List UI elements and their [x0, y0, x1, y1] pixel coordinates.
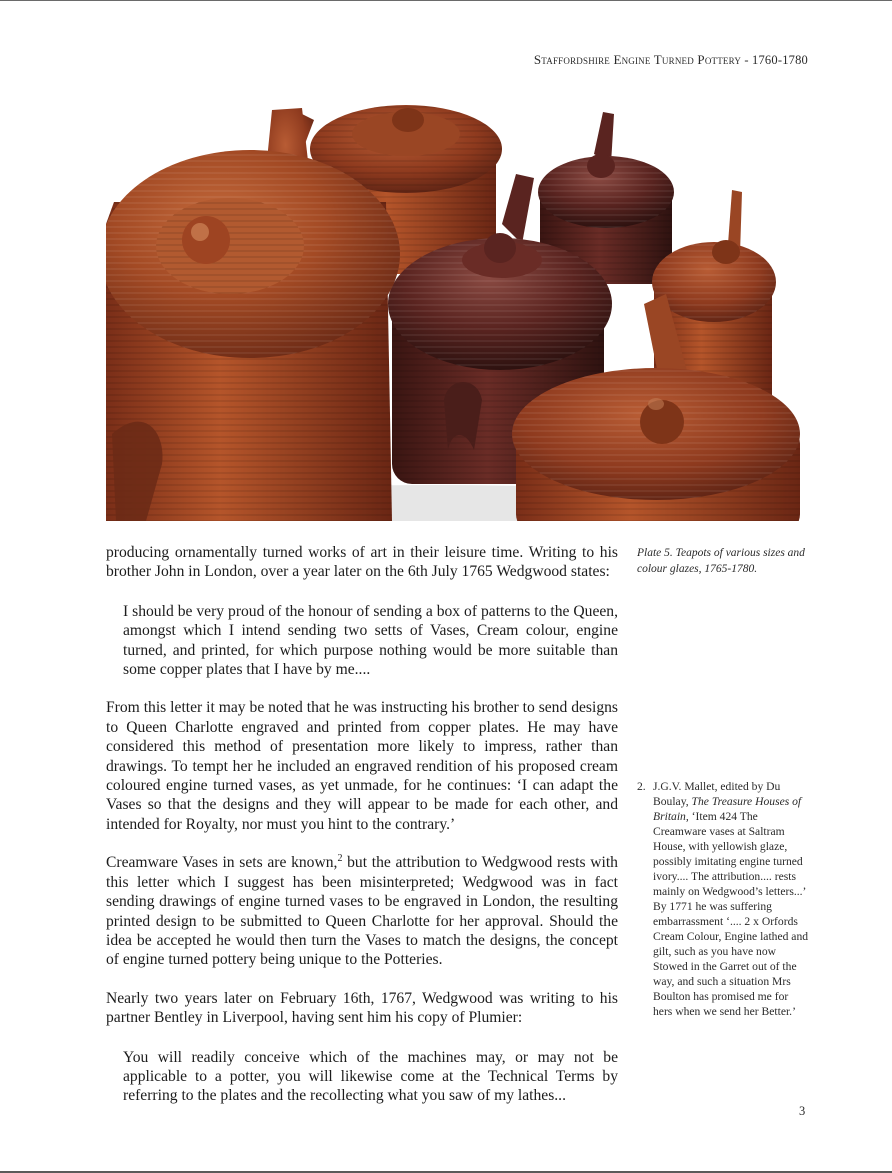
- footnote-reference-2: 2: [337, 853, 343, 865]
- footnote-book-title: The Treasure Houses of Britain,: [653, 795, 802, 823]
- footnote-number: 2.: [637, 780, 646, 793]
- teapots-illustration: [106, 104, 800, 521]
- footnote-text-b: ‘Item 424 The Creamware vases at Saltram House, with yellowish glaze, possibly imitating engine turned ivory.... The attribution.... rests mainly on Wedgwood’s letters...’ By 1771 he was suffering embarrassment ‘.... 2 x Orfords Cream Colour, Engine lathed and gilt, such as you have now Stowed in the Garret out of the way, and such a situation Mrs Boulton has promised me for hers when we send her Better.’: [653, 810, 809, 1018]
- page-number: 3: [799, 1104, 806, 1118]
- quotation-2: You will readily conceive which of the machines may, or may not be applicable to a potter, you will likewise come at the Technical Terms by referring to the plates and the recollecting what you saw of my lathes...: [123, 1048, 618, 1105]
- paragraph-4: Nearly two years later on February 16th, 1767, Wedgwood was writing to his partner Bentley in Liverpool, having sent him his copy of Plumier:: [106, 989, 618, 1027]
- running-header-title: Staffordshire Engine Turned Pottery: [533, 52, 742, 67]
- page-top-rule: [0, 0, 892, 1]
- paragraph-3-text-a: Creamware Vases in sets are known,: [106, 854, 338, 872]
- paragraph-3: [106, 853, 618, 969]
- plate-caption: Plate 5. Teapots of various sizes and colour glazes, 1765-1780.: [637, 547, 805, 575]
- footnote-2: [637, 779, 809, 1019]
- paragraph-3-text-b: but the attribution to Wedgwood rests with this letter which I suggest has been misinterpreted; Wedgwood was in fact sending drawings of engine turned vases to be engraved in London, the resulting printed design to be submitted to Queen Charlotte for her approval. Should the idea be accepted he would then turn the Vases to match the designs, the concept of engine turned pottery being unique to the Potteries.: [106, 854, 618, 969]
- footnote-body: [653, 779, 809, 1019]
- running-header-dates: - 1760-1780: [741, 53, 808, 67]
- paragraph-2: From this letter it may be noted that he was instructing his brother to send designs to Queen Charlotte engraved and printed from copper plates. He may have considered this method of presentation more likely to impress, rather than drawings. To tempt her he included an engraved rendition of his proposed cream coloured engine turned vases, as yet unmade, for he continues: ‘I can adapt the Vases so that the designs and they will appear to be made for each other, and intended for Royalty, nor must you hint to the contrary.’: [106, 699, 618, 833]
- paragraph-1: producing ornamentally turned works of art in their leisure time. Writing to his brother John in London, over a year later on the 6th July 1765 Wedgwood states:: [106, 544, 618, 581]
- quotation-1: I should be very proud of the honour of sending a box of patterns to the Queen, amongst which I intend sending two setts of Vases, Cream colour, engine turned, and printed, for which purpose nothing would be more suitable than some copper plates that I have by me....: [123, 602, 618, 679]
- teapots-photograph: [106, 104, 800, 521]
- running-header: [534, 52, 808, 68]
- footnote-text-a: J.G.V. Mallet, edited by Du Boulay,: [653, 780, 781, 808]
- main-text-column: [106, 543, 618, 1106]
